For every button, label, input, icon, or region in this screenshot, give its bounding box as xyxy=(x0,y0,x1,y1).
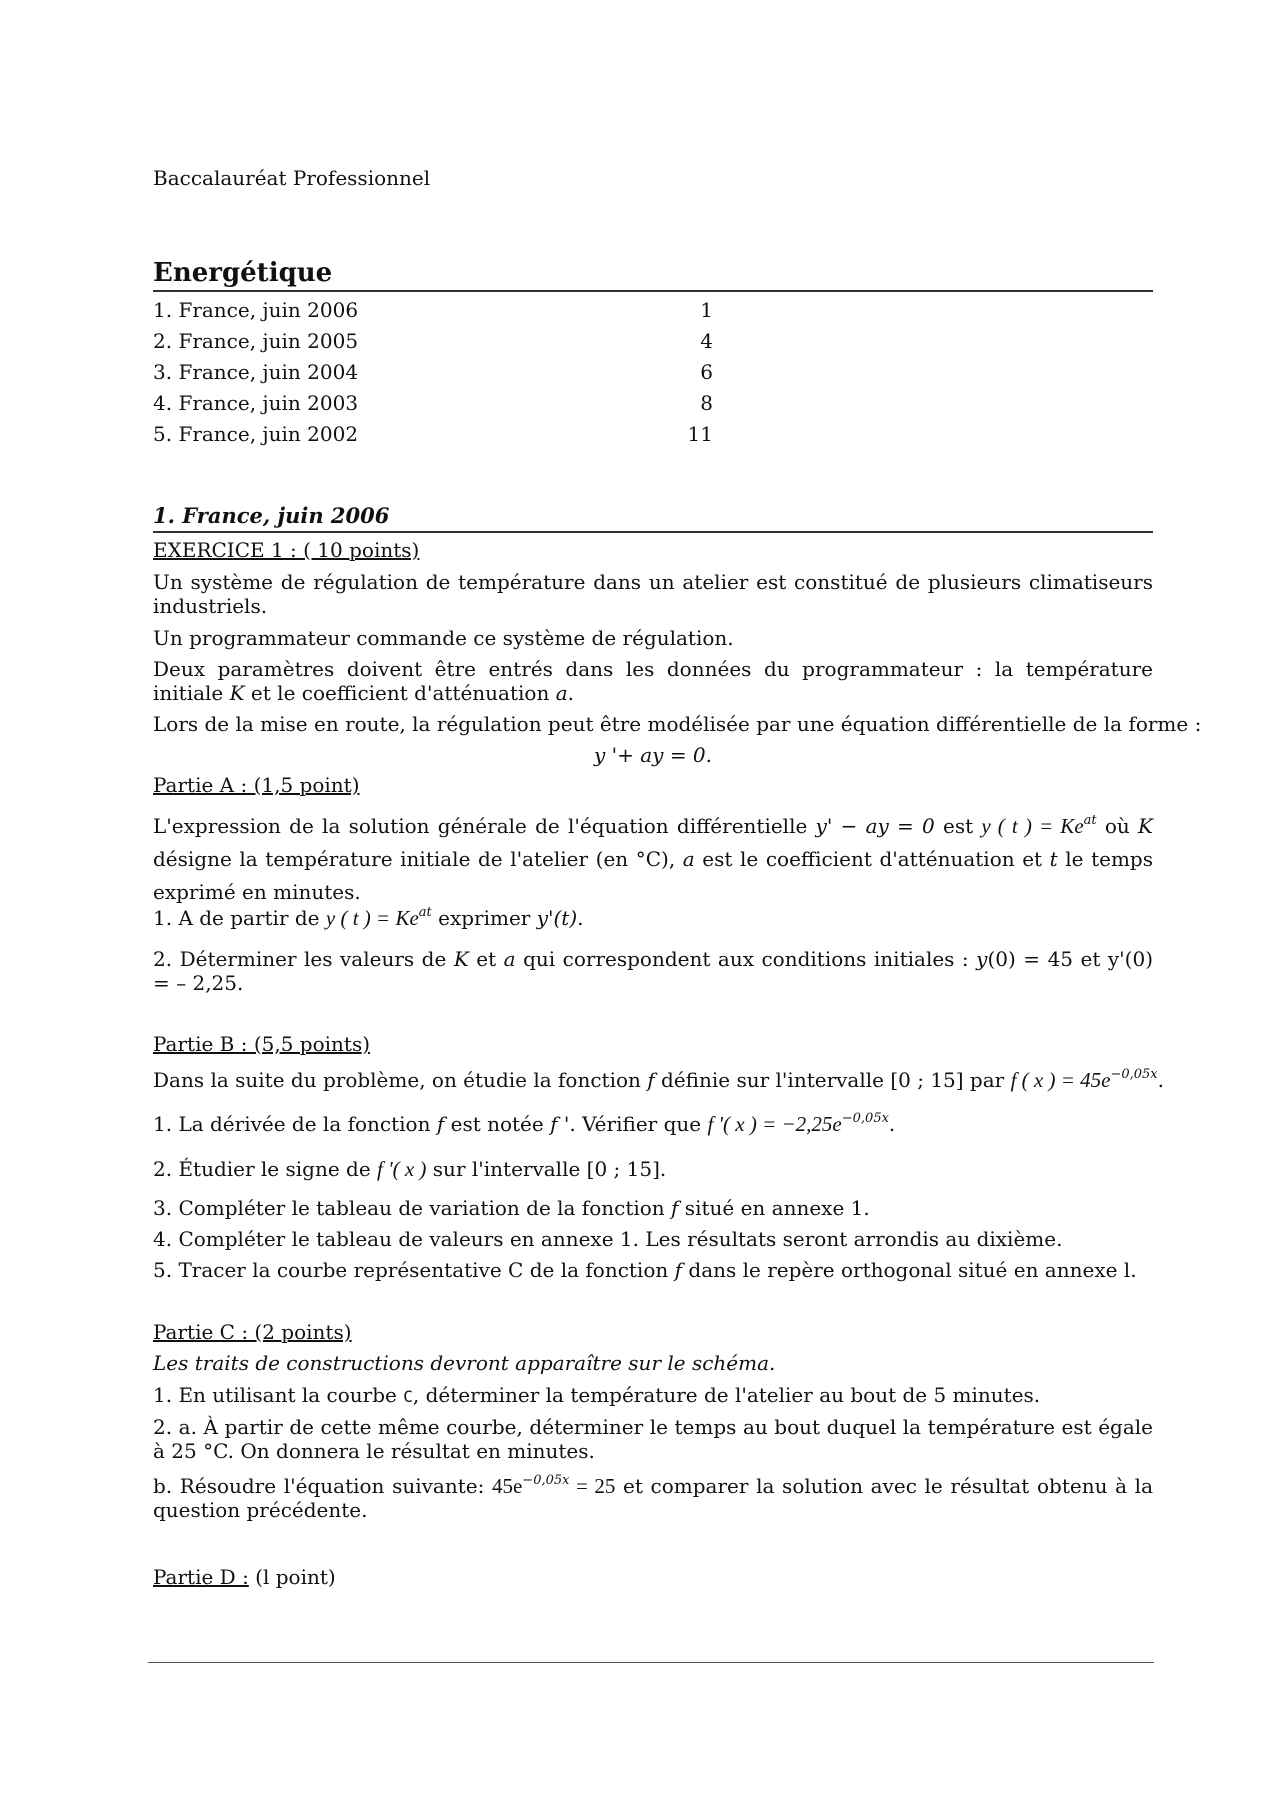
part-b-question-3: 3. Compléter le tableau de variation de la fonction f situé en annexe 1. xyxy=(153,1196,870,1220)
part-b-question-5: 5. Tracer la courbe représentative C de la fonction f dans le repère orthogonal situé en annexe l. xyxy=(153,1258,1137,1282)
differential-equation: y '+ ay = 0. xyxy=(593,743,713,767)
toc-label: 1. France, juin 2006 xyxy=(153,298,359,322)
footer-rule xyxy=(148,1662,1154,1663)
header-text: Baccalauréat Professionnel xyxy=(153,166,431,190)
toc-label: 5. France, juin 2002 xyxy=(153,422,359,446)
toc-page: 11 xyxy=(687,422,713,446)
part-b-title: Partie B : (5,5 points) xyxy=(153,1032,371,1056)
chapter-rule xyxy=(153,290,1153,292)
part-c-question-1: 1. En utilisant la courbe C, déterminer la température de l'atelier au bout de 5 minutes. xyxy=(153,1383,1041,1407)
section-title: 1. France, juin 2006 xyxy=(153,503,390,528)
part-b-question-1: 1. La dérivée de la fonction f est notée f '. Vérifier que f '( x ) = $-2,25e^{-0,05x}$. xyxy=(153,1111,896,1136)
exercise-title: EXERCICE 1 : ( 10 points) xyxy=(153,538,420,562)
intro-paragraph-4: Lors de la mise en route, la régulation peut être modélisée par une équation différentielle de la forme : xyxy=(153,712,1202,736)
toc-label: 3. France, juin 2004 xyxy=(153,360,359,384)
toc-page: 6 xyxy=(700,360,713,384)
part-b-question-2: 2. Étudier le signe de f '( x ) sur l'intervalle [0 ; 15]. xyxy=(153,1157,667,1181)
part-b-intro: Dans la suite du problème, on étudie la fonction f définie sur l'intervalle [0 ; 15] par f ( x ) = $45e^{-0,05x}$. xyxy=(153,1067,1164,1092)
part-a-paragraph: L'expression de la solution générale de l'équation différentielle y' − ay = 0 est y ( t ) = $Ke^{at}$ où K désigne la température initiale de l'atelier (en °C), a est le coefficient d'atténuation et t le temps exprimé en minutes. xyxy=(153,813,1153,904)
section-rule xyxy=(153,531,1153,533)
toc-label: 2. France, juin 2005 xyxy=(153,329,359,353)
part-c-question-2a: 2. a. À partir de cette même courbe, déterminer le temps au bout duquel la température est égale à 25 °C. On donnera le résultat en minutes. xyxy=(153,1415,1153,1463)
toc-page: 4 xyxy=(700,329,713,353)
part-a-title: Partie A : (1,5 point) xyxy=(153,773,360,797)
toc-label: 4. France, juin 2003 xyxy=(153,391,359,415)
chapter-title: Energétique xyxy=(153,258,333,288)
part-b-question-4: 4. Compléter le tableau de valeurs en annexe 1. Les résultats seront arrondis au dixième. xyxy=(153,1227,1063,1251)
toc-page: 8 xyxy=(700,391,713,415)
intro-paragraph-1: Un système de régulation de température dans un atelier est constitué de plusieurs climatiseurs industriels. xyxy=(153,570,1153,618)
intro-paragraph-3: Deux paramètres doivent être entrés dans les données du programmateur : la température initiale K et le coefficient d'atténuation a. xyxy=(153,657,1153,705)
part-a-question-1: 1. A de partir de y ( t ) = $Ke^{at}$ exprimer y'(t). xyxy=(153,905,584,930)
part-c-note: Les traits de constructions devront apparaître sur le schéma. xyxy=(153,1351,776,1375)
intro-paragraph-2: Un programmateur commande ce système de régulation. xyxy=(153,626,734,650)
part-a-question-2: 2. Déterminer les valeurs de K et a qui correspondent aux conditions initiales : y(0) = 45 et y'(0) = – 2,25. xyxy=(153,947,1154,995)
part-d-title: Partie D : (l point) xyxy=(153,1565,336,1589)
toc-page: 1 xyxy=(700,298,713,322)
part-c-question-2b: b. Résoudre l'équation suivante: $45e^{-0,05x} = 25$ et comparer la solution avec le résultat obtenu à la question précédente. xyxy=(153,1473,1153,1522)
part-c-title: Partie C : (2 points) xyxy=(153,1320,352,1344)
